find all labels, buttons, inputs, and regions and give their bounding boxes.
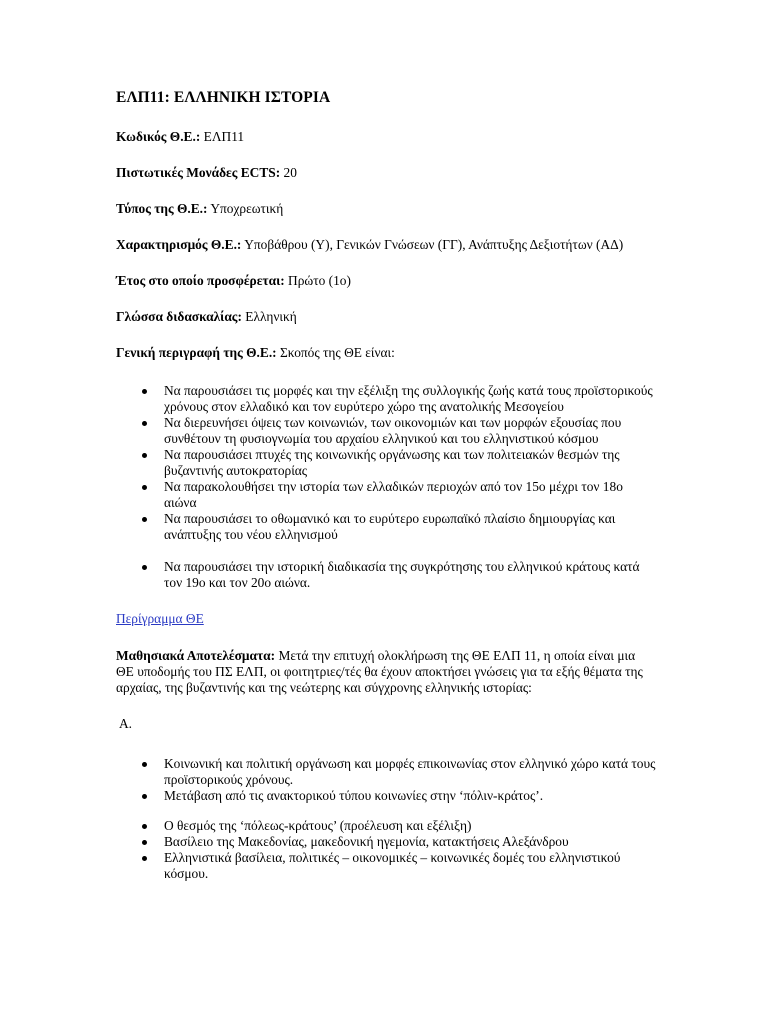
outcomes-label: Μαθησιακά Αποτελέσματα: xyxy=(116,648,276,663)
field-label: Πιστωτικές Μονάδες ECTS: xyxy=(116,165,281,180)
section-letter: Α. xyxy=(119,716,133,731)
list-item: Να διερευνήσει όψεις των κοινωνιών, των οικονομιών και των μορφών εξουσίας που συνθέτουν τη φυσιογνωμία του αρχαίου ελληνικού και του ελληνιστικού κόσμου xyxy=(116,415,656,447)
list-item: Ελληνιστικά βασίλεια, πολιτικές – οικονομικές – κοινωνικές δομές του ελληνιστικού κόσμου. xyxy=(116,850,656,882)
document-title: ΕΛΠ11: ΕΛΛΗΝΙΚΗ ΙΣΤΟΡΙΑ xyxy=(116,89,331,106)
list-item: Βασίλειο της Μακεδονίας, μακεδονική ηγεμονία, κατακτήσεις Αλεξάνδρου xyxy=(116,834,656,850)
field-value: Σκοπός της ΘΕ είναι: xyxy=(279,345,395,360)
field-type xyxy=(116,201,656,217)
list-item: Να παρουσιάσει τις μορφές και την εξέλιξη της συλλογικής ζωής κατά τους προϊστορικούς χρόνους στον ελλαδικό και τον ευρύτερο χώρο της ανατολικής Μεσογείου xyxy=(116,383,656,415)
list-item: Να παρουσιάσει το οθωμανικό και το ευρύτερο ευρωπαϊκό πλαίσιο δημιουργίας και ανάπτυξης του νέου ελληνισμού xyxy=(116,511,656,543)
syllabus-link[interactable]: Περίγραμμα ΘΕ xyxy=(116,611,204,626)
field-value: Υποβάθρου (Υ), Γενικών Γνώσεων (ΓΓ), Ανάπτυξης Δεξιοτήτων (ΑΔ) xyxy=(244,237,624,252)
list-item: Να παρακολουθήσει την ιστορία των ελλαδικών περιοχών από τον 15ο μέχρι τον 18ο αιώνα xyxy=(116,479,656,511)
spacer xyxy=(116,804,656,818)
field-language xyxy=(116,309,656,325)
list-item: Να παρουσιάσει πτυχές της κοινωνικής οργάνωσης και των πολιτειακών θεσμών της βυζαντινής αυτοκρατορίας xyxy=(116,447,656,479)
aims-list xyxy=(116,383,656,543)
field-value: Ελληνική xyxy=(245,309,297,324)
aims-list-last xyxy=(116,559,656,591)
field-label: Γλώσσα διδασκαλίας: xyxy=(116,309,242,324)
field-value: Πρώτο (1ο) xyxy=(288,273,351,288)
outcomes-text: Μετά την επιτυχή ολοκλήρωση της ΘΕ ΕΛΠ 11, η οποία είναι μια ΘΕ υποδομής του ΠΣ ΕΛΠ, οι φοιτητριες/τές θα έχουν αποκτήσει γνώσεις για τα εξής θέματα της αρχαίας, της βυζαντινής και της νεώτερης και σύγχρονης ελληνικής ιστορίας: xyxy=(116,648,643,695)
section-a-list-2 xyxy=(116,818,656,882)
list-item: Να παρουσιάσει την ιστορική διαδικασία της συγκρότησης του ελληνικού κράτους κατά τον 19ο και τον 20ο αιώνα. xyxy=(116,559,656,591)
field-value: ΕΛΠ11 xyxy=(203,129,245,144)
field-value: Υποχρεωτική xyxy=(210,201,284,216)
field-code xyxy=(116,129,656,145)
section-a-list-1 xyxy=(116,756,656,804)
document-body xyxy=(116,90,656,882)
spacer xyxy=(116,543,656,559)
field-value: 20 xyxy=(283,165,297,180)
learning-outcomes xyxy=(116,648,656,696)
list-item: Κοινωνική και πολιτική οργάνωση και μορφές επικοινωνίας στον ελληνικό χώρο κατά τους προϊστορικούς χρόνους. xyxy=(116,756,656,788)
field-label: Τύπος της Θ.Ε.: xyxy=(116,201,208,216)
field-label: Χαρακτηρισμός Θ.Ε.: xyxy=(116,237,242,252)
field-label: Έτος στο οποίο προσφέρεται: xyxy=(116,273,285,288)
syllabus-link-row xyxy=(116,611,656,627)
field-year xyxy=(116,273,656,289)
field-label: Γενική περιγραφή της Θ.Ε.: xyxy=(116,345,277,360)
field-label: Κωδικός Θ.Ε.: xyxy=(116,129,201,144)
field-description xyxy=(116,345,656,361)
field-ects xyxy=(116,165,656,181)
field-characterization xyxy=(116,237,656,253)
list-item: Ο θεσμός της ‘πόλεως-κράτους’ (προέλευση και εξέλιξη) xyxy=(116,818,656,834)
list-item: Μετάβαση από τις ανακτορικού τύπου κοινωνίες στην ‘πόλιν-κράτος’. xyxy=(116,788,656,804)
